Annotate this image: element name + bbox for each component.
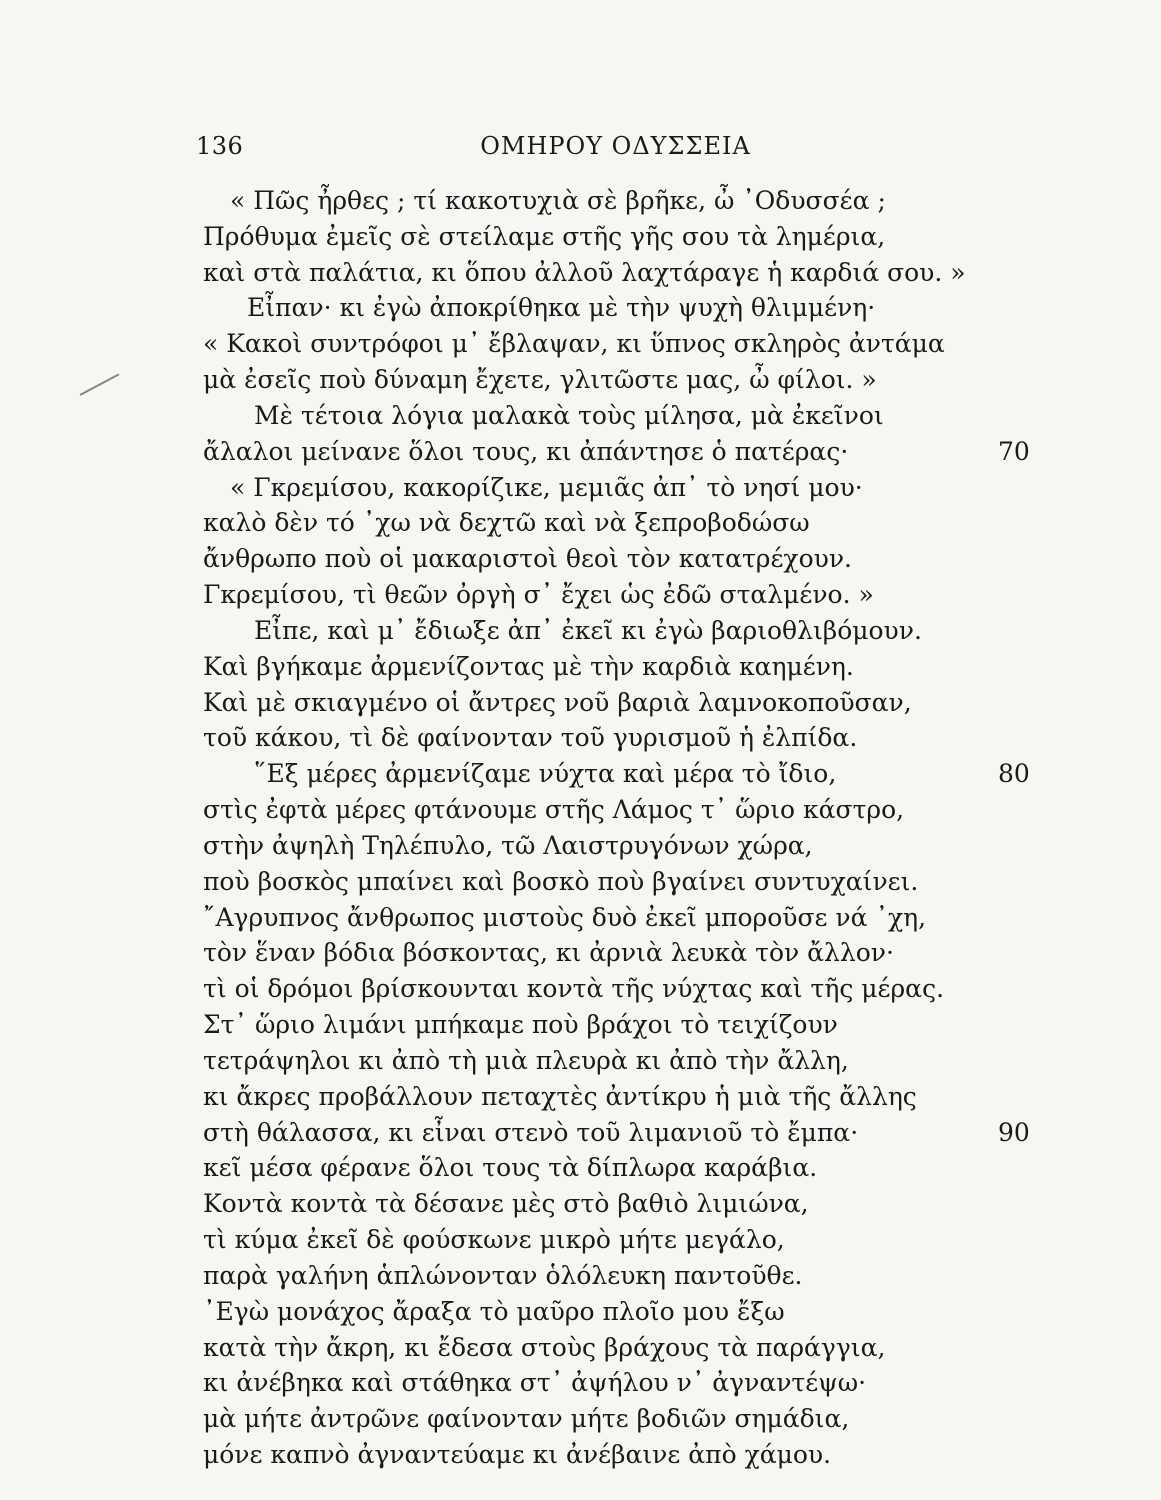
verse-line: ῞Εξ μέρες ἀρμενίζαμε νύχτα καὶ μέρα τὸ ἴδιο, — [254, 759, 837, 789]
verse-line: Μὲ τέτοια λόγια μαλακὰ τοὺς μίλησα, μὰ ἐκεῖνοι — [254, 400, 884, 430]
verse-line: Κοντὰ κοντὰ τὰ δέσανε μὲς στὸ βαθιὸ λιμιώνα, — [203, 1189, 809, 1219]
line-number-80: 80 — [998, 759, 1030, 789]
verse-line: « Πῶς ἦρθες ; τί κακοτυχιὰ σὲ βρῆκε, ὦ ᾿Οδυσσέα ; — [230, 186, 886, 215]
verse-line: στὴ θάλασσα, κι εἶναι στενὸ τοῦ λιμανιοῦ τὸ ἔμπα· — [203, 1117, 859, 1147]
verse-line: ποὺ βοσκὸς μπαίνει καὶ βοσκὸ ποὺ βγαίνει συντυχαίνει. — [203, 866, 919, 896]
verse-line: τὶ οἱ δρόμοι βρίσκουνται κοντὰ τῆς νύχτας καὶ τῆς μέρας. — [203, 974, 945, 1004]
verse-line: Στ᾿ ὥριο λιμάνι μπήκαμε ποὺ βράχοι τὸ τειχίζουν — [203, 1010, 838, 1040]
verse-line: « Κακοὶ συντρόφοι μ᾿ ἔβλαψαν, κι ὕπνος σκληρὸς ἀντάμα — [203, 329, 945, 359]
running-title: ΟΜΗΡΟΥ ΟΔΥΣΣΕΙΑ — [480, 132, 751, 160]
verse-line: ἄνθρωπο ποὺ οἱ μακαριστοὶ θεοὶ τὸν κατατρέχουν. — [203, 544, 852, 574]
verse-line: τοῦ κάκου, τὶ δὲ φαίνονταν τοῦ γυρισμοῦ ἡ ἐλπίδα. — [203, 723, 858, 753]
verse-line: στὴν ἀψηλὴ Τηλέπυλο, τῶ Λαιστρυγόνων χώρα, — [203, 830, 813, 860]
verse-line: τὶ κύμα ἐκεῖ δὲ φούσκωνε μικρὸ μήτε μεγάλο, — [203, 1225, 785, 1255]
margin-mark — [80, 373, 120, 395]
line-number-70: 70 — [998, 436, 1030, 466]
verse-line: τετράψηλοι κι ἀπὸ τὴ μιὰ πλευρὰ κι ἀπὸ τὴν ἄλλη, — [203, 1045, 849, 1075]
verse-line: κατὰ τὴν ἄκρη, κι ἔδεσα στοὺς βράχους τὰ παράγγια, — [203, 1332, 886, 1362]
verse-line: Γκρεμίσου, τὶ θεῶν ὀργὴ σ᾿ ἔχει ὡς ἐδῶ σταλμένο. » — [203, 580, 874, 610]
verse-line: Εἶπαν· κι ἐγὼ ἀποκρίθηκα μὲ τὴν ψυχὴ θλιμμένη· — [247, 293, 876, 323]
verse-line: καὶ στὰ παλάτια, κι ὅπου ἀλλοῦ λαχτάραγε ἡ καρδιά σου. » — [203, 257, 966, 287]
verse-line: ᾿Εγὼ μονάχος ἄραξα τὸ μαῦρο πλοῖο μου ἔξω — [203, 1296, 785, 1326]
verse-line: Εἶπε, καὶ μ᾿ ἔδιωξε ἀπ᾿ ἐκεῖ κι ἐγὼ βαριοθλιβόμουν. — [254, 615, 922, 645]
verse-line: καλὸ δὲν τό ᾿χω νὰ δεχτῶ καὶ νὰ ξεπροβοδώσω — [203, 508, 810, 538]
verse-line: μόνε καπνὸ ἀγναντεύαμε κι ἀνέβαινε ἀπὸ χάμου. — [203, 1440, 832, 1469]
verse-line: « Γκρεμίσου, κακορίζικε, μεμιᾶς ἀπ᾿ τὸ νησί μου· — [230, 472, 863, 502]
verse-line: μὰ μήτε ἀντρῶνε φαίνονταν μήτε βοδιῶν σημάδια, — [203, 1404, 850, 1434]
verse-line: κι ἀνέβηκα καὶ στάθηκα στ᾿ ἀψήλου ν᾿ ἀγναντέψω· — [203, 1368, 867, 1398]
verse-line: ἄλαλοι μείνανε ὅλοι τους, κι ἀπάντησε ὁ πατέρας· — [203, 436, 849, 466]
verse-line: ῎Αγρυπνος ἄνθρωπος μιστοὺς δυὸ ἐκεῖ μποροῦσε νά ᾿χη, — [203, 902, 927, 932]
verse-line: μὰ ἐσεῖς ποὺ δύναμη ἔχετε, γλιτῶστε μας, ὦ φίλοι. » — [203, 365, 877, 395]
page-number: 136 — [196, 132, 244, 160]
verse-line: Πρόθυμα ἐμεῖς σὲ στείλαμε στῆς γῆς σου τὰ λημέρια, — [203, 221, 886, 251]
verse-line: Καὶ μὲ σκιαγμένο οἱ ἄντρες νοῦ βαριὰ λαμνοκοποῦσαν, — [203, 687, 912, 717]
verse-line: κεῖ μέσα φέρανε ὅλοι τους τὰ δίπλωρα καράβια. — [203, 1153, 818, 1183]
verse-line: κι ἄκρες προβάλλουν πεταχτὲς ἀντίκρυ ἡ μιὰ τῆς ἄλλης — [203, 1081, 917, 1111]
verse-line: παρὰ γαλήνη ἁπλώνονταν ὁλόλευκη παντοῦθε. — [203, 1260, 803, 1290]
verse-line: στὶς ἐφτὰ μέρες φτάνουμε στῆς Λάμος τ᾿ ὥριο κάστρο, — [203, 795, 905, 825]
line-number-90: 90 — [998, 1117, 1030, 1147]
verse-line: τὸν ἕναν βόδια βόσκοντας, κι ἀρνιὰ λευκὰ τὸν ἄλλον· — [203, 938, 894, 968]
verse-line: Καὶ βγήκαμε ἀρμενίζοντας μὲ τὴν καρδιὰ καημένη. — [203, 651, 854, 681]
